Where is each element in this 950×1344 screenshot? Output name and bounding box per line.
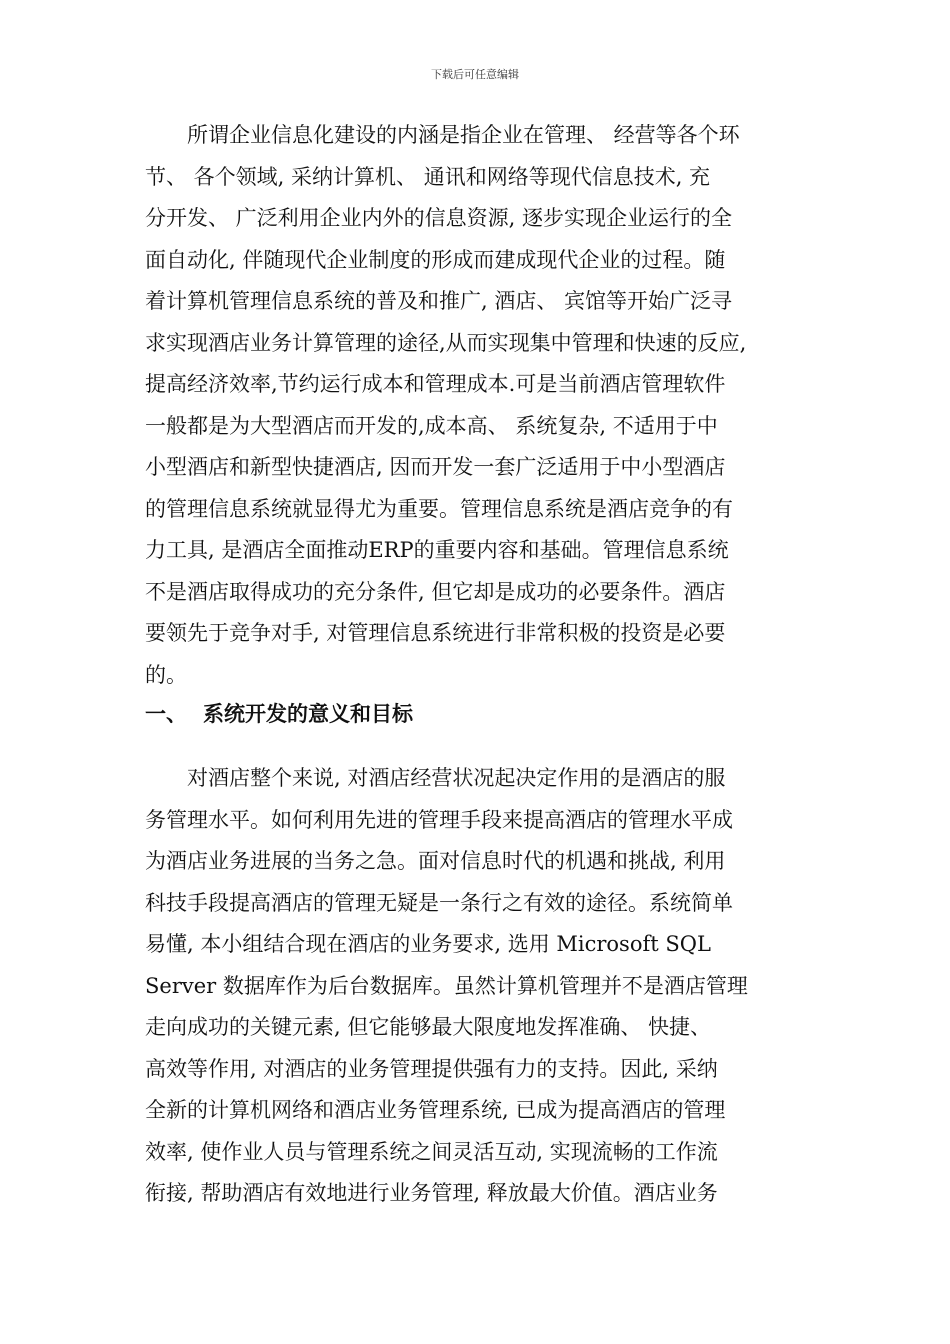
text-line: 着计算机管理信息系统的普及和推广, 酒店、 宾馆等开始广泛寻: [145, 289, 733, 313]
text-line: 一般都是为大型酒店而开发的,成本高、 系统复杂, 不适用于中: [145, 413, 718, 438]
text-line: 要领先于竞争对手, 对管理信息系统进行非常积极的投资是必要: [145, 621, 726, 645]
text-line: 提高经济效率,节约运行成本和管理成本.可是当前酒店管理软件: [145, 372, 726, 396]
text-line: 不是酒店取得成功的充分条件, 但它却是成功的必要条件。酒店: [145, 579, 726, 604]
text-line: Server 数据库作为后台数据库。虽然计算机管理并不是酒店管理: [145, 973, 748, 998]
text-line: 衔接, 帮助酒店有效地进行业务管理, 释放最大价值。酒店业务: [145, 1181, 718, 1205]
text-line: 分开发、 广泛利用企业内外的信息资源, 逐步实现企业运行的全: [145, 206, 733, 230]
text-line: 务管理水平。如何利用先进的管理手段来提高酒店的管理水平成: [145, 807, 733, 832]
text-line: 求实现酒店业务计算管理的途径,从而实现集中管理和快速的反应,: [145, 330, 747, 355]
paragraph-intro: [145, 115, 810, 696]
text-line: 节、 各个领域, 采纳计算机、 通讯和网络等现代信息技术, 充: [145, 164, 711, 189]
section-number: 一、: [145, 702, 187, 726]
text-line: 走向成功的关键元素, 但它能够最大限度地发挥准确、 快捷、: [145, 1015, 712, 1039]
text-line: 效率, 使作业人员与管理系统之间灵活互动, 实现流畅的工作流: [145, 1139, 718, 1164]
section-title: 系统开发的意义和目标: [203, 702, 413, 726]
text-line: 为酒店业务进展的当务之急。面对信息时代的机遇和挑战, 利用: [145, 849, 726, 873]
text-line: 小型酒店和新型快捷酒店, 因而开发一套广泛适用于中小型酒店: [145, 455, 726, 479]
text-line: 对酒店整个来说, 对酒店经营状况起决定作用的是酒店的服: [145, 766, 726, 790]
paragraph-significance: [145, 758, 810, 1215]
text-line: 的。: [145, 662, 187, 687]
text-line: 科技手段提高酒店的管理无疑是一条行之有效的途径。系统简单: [145, 890, 733, 915]
text-line: 易懂, 本小组结合现在酒店的业务要求, 选用 Microsoft SQL: [145, 932, 711, 956]
text-line: 面自动化, 伴随现代企业制度的形成而建成现代企业的过程。随: [145, 247, 726, 272]
text-line: 力工具, 是酒店全面推动ERP的重要内容和基础。管理信息系统: [145, 538, 729, 562]
text-line: 的管理信息系统就显得尤为重要。管理信息系统是酒店竞争的有: [145, 496, 733, 521]
section-heading: [145, 698, 413, 728]
text-line: 所谓企业信息化建设的内涵是指企业在管理、 经营等各个环: [145, 123, 740, 147]
text-line: 全新的计算机网络和酒店业务管理系统, 已成为提高酒店的管理: [145, 1098, 726, 1122]
text-line: 高效等作用, 对酒店的业务管理提供强有力的支持。因此, 采纳: [145, 1056, 718, 1081]
header-note: 下载后可任意编辑: [431, 68, 519, 81]
